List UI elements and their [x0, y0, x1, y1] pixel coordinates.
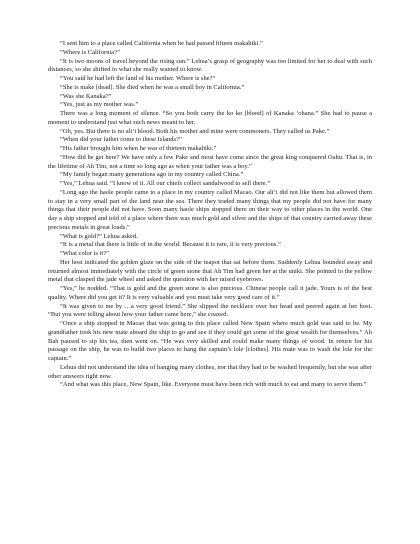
paragraph: “It is a metal that there is little of in the world. Because it is rare, it is very precious.” [60, 241, 281, 249]
paragraph: “What color is it?” [60, 250, 109, 257]
paragraph: “Oh, yes. But there is no ali‘i blood. Both his mother and mine were commoners. They called us Pake.” [60, 127, 330, 135]
paragraph: “Once a ship stopped in Macao that was going to this place called New Spain where much gold was said to be. My grandfather took his new mate aboard the ship to go and see if they could get some of the great wealth for themselves.” Ah Bah paused to sip his tea, then went on. “He was very skilled and could make many things of wood. In return for his passage on the ship, he was to build two places to hang the captain’s lole [clothes]. His mate was to wash the lole for the captain.” [48, 320, 372, 362]
paragraph: “It was given to me by …a very good friend.” She slipped the necklace over her head and peered again at her host. “But you were telling about how your father came here,” she coaxed. [48, 302, 372, 319]
paragraph: “What is gold?” Lehua asked. [60, 232, 138, 240]
paragraph: “You said he had left the land of his mother. Where is she?” [60, 75, 216, 82]
paragraph: “His father brought him when he was of thirteen makahiki.” [60, 145, 217, 152]
paragraph: “Long ago the haole people came to a place in my country called Macao. Our ali‘i did not like them but allowed them to stay in a very small part of the land near the sea. There they traded many things that my people did not have for many things that their people did not have. Soon many haole ships stopped there on their way to other places in the world. One day a ship stopped and told of a place where there was much gold and silver and the ships of that country carried away these precious metals in great loads.” [48, 188, 372, 231]
paragraph: “Yes,” he nodded. “That is gold and the green stone is also precious. Chinese people call it jade. Yours is of the best quality. Where did you get it? It is very valuable and you must take very good care of it.” [48, 285, 372, 301]
paragraph: “Where is California?” [60, 48, 120, 56]
paragraph: Lehua did not understand the idea of hanging many clothes, nor that they had to be washed frequently, but she was after other answers right now. [48, 363, 372, 380]
paragraph: “Yes,” Lehua said. “I know of it. All our chiefs collect sandalwood to sell there.” [60, 180, 271, 187]
paragraph: Her host indicated the golden glaze on the side of the teapot that sat before them. Suddenly Lehua bounded away and returned almost immediately with the circle of green stone that Ah Tim had given her at the uniki. She pointed to the yellow metal that clasped the jade wheel and asked the question with her raised eyebrows. [48, 258, 372, 284]
paragraph: “My family began many generations ago in my country called China.” [60, 171, 244, 179]
book-page [48, 40, 372, 390]
paragraph: “She is make [dead]. She died when he was a small boy in California.” [60, 83, 245, 91]
paragraph: “Yes, just as my mother was.” [60, 101, 139, 109]
paragraph: “It is two moons of travel beyond the rising sun.” Lehua’s grasp of geography was too limited for her to deal with such distances, so she shifted to what she really wanted to know. [48, 57, 372, 74]
paragraph: “How did he get here? We have only a few Pake and most have come since the great king conquered Oahu. That is, in the lifetime of Ah Tim, not a time so long ago as when your father was a boy.” [48, 153, 372, 170]
paragraph: “When did your father come to these Islands?” [60, 136, 182, 144]
paragraph: There was a long moment of silence. “So you both carry the ko ko [blood] of Kanaka ‘ohana.” She had to pause a moment to understand just what such news meant to her. [48, 110, 372, 126]
paragraph: “I sent him to a place called California when he had passed fifteen makahiki.” [60, 40, 263, 47]
paragraph: “And what was this place, New Spain, like. Everyone must have been rich with much to eat and many to serve them.” [60, 381, 367, 389]
paragraph: “Was she Kanaka?” [60, 92, 112, 100]
